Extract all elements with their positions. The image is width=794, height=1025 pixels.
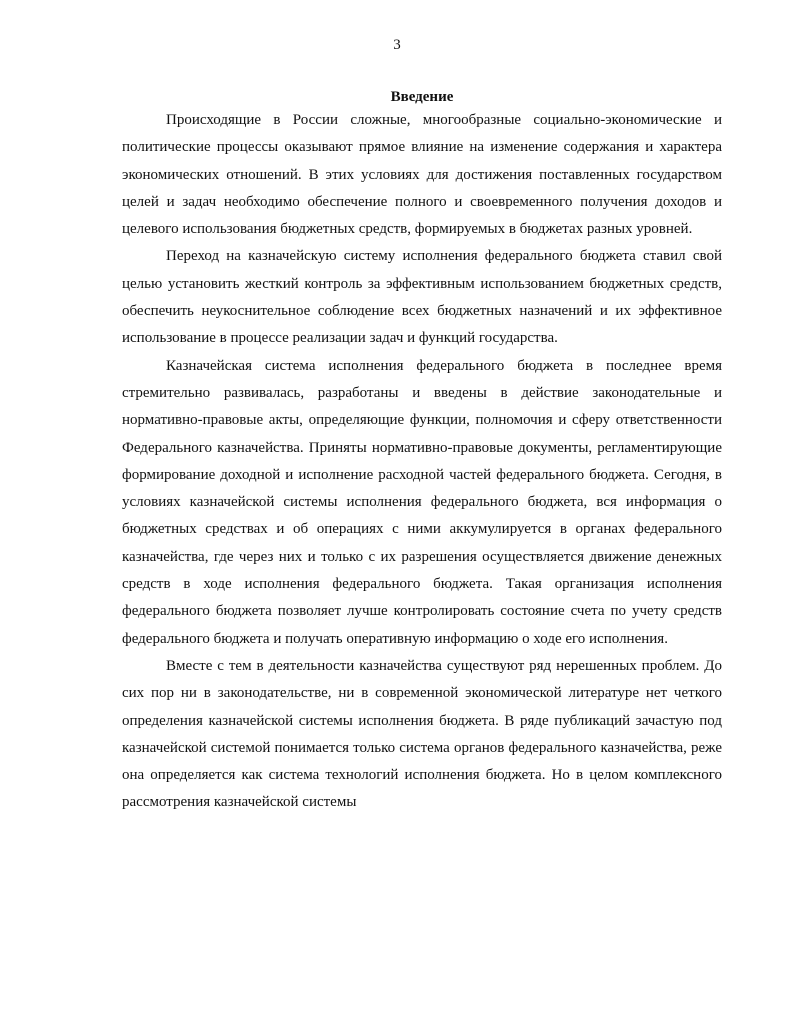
paragraph-4: Вместе с тем в деятельности казначейства существуют ряд нерешенных проблем. До сих пор ни в законодательстве, ни в современной экономической литературе нет четкого определения казначейской системы исполнения бюджета. В ряде публикаций зачастую под казначейской системой понимается только система органов федерального казначейства, реже она определяется как система технологий исполнения бюджета. Но в целом комплексного рассмотрения казначейской системы (122, 657, 722, 811)
paragraph-2: Переход на казначейскую систему исполнения федерального бюджета ставил свой целью установить жесткий контроль за эффективным использованием бюджетных средств, обеспечить неукоснительное соблюдение всех бюджетных назначений и их эффективное использование в процессе реализации задач и функций государства. (122, 248, 722, 347)
page-number: 3 (393, 37, 401, 53)
section-title: Введение (390, 89, 454, 105)
paragraph-3: Казначейская система исполнения федерального бюджета в последнее время стремительно развивалась, разработаны и введены в действие законодательные и нормативно-правовые акты, определяющие функции, полномочия и сферу ответственности Федерального казначейства. Приняты нормативно-правовые документы, регламентирующие формирование доходной и исполнение расходной частей федерального бюджета. Сегодня, в условиях казначейской системы исполнения федерального бюджета, вся информация о бюджетных средствах и об операциях с ними аккумулируется в органах федерального казначейства, где через них и только с их разрешения осуществляется движение денежных средств в ходе исполнения федерального бюджета. Такая организация исполнения федерального бюджета позволяет лучше контролировать состояние счета по учету средств федерального бюджета и получать оперативную информацию о ходе его исполнения. (122, 357, 722, 647)
body-text (122, 107, 722, 817)
paragraph-1: Происходящие в России сложные, многообразные социально-экономические и политические процессы оказывают прямое влияние на изменение содержания и характера экономических отношений. В этих условиях для достижения поставленных государством целей и задач необходимо обеспечение полного и своевременного получения доходов и целевого использования бюджетных средств, формируемых в бюджетах разных уровней. (122, 112, 722, 238)
